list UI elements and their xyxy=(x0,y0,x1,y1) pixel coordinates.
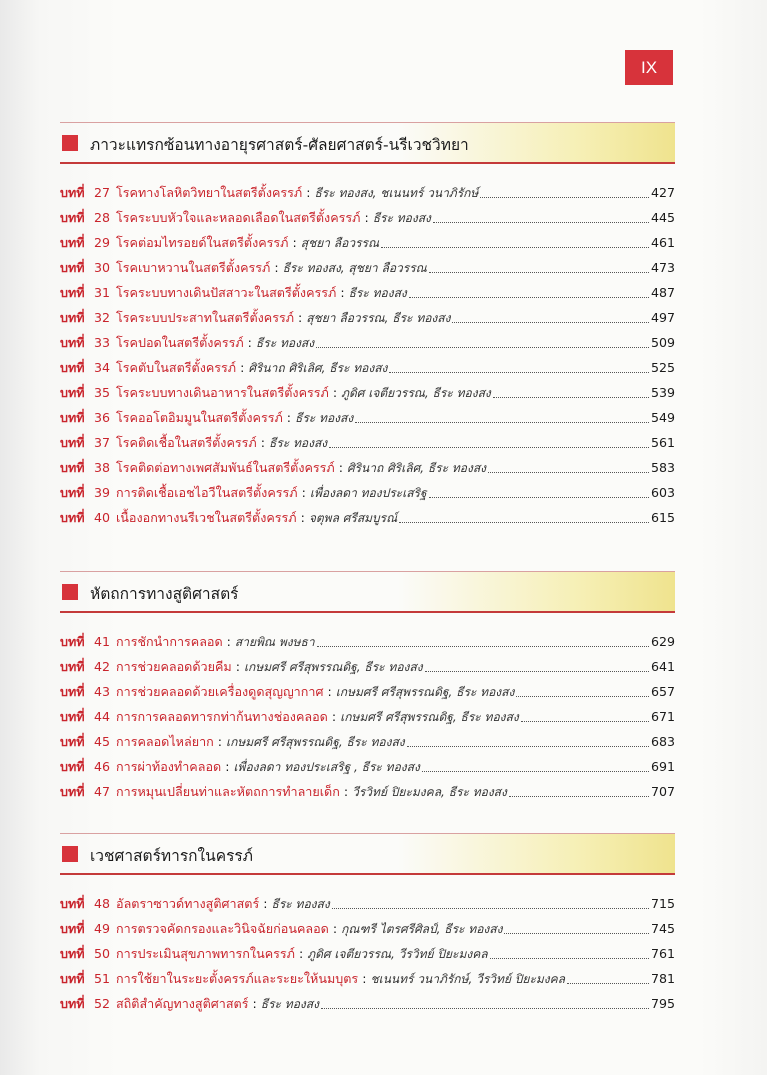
leader-dots xyxy=(399,513,649,523)
chapter-entry[interactable] xyxy=(60,280,675,305)
chapter-authors: ศิรินาถ ศิริเลิศ, ธีระ ทองสง xyxy=(346,461,487,475)
chapter-prefix: บทที่ xyxy=(60,360,85,375)
chapter-authors: ศิรินาถ ศิริเลิศ, ธีระ ทองสง xyxy=(248,361,388,375)
chapter-number: 32 xyxy=(94,310,111,325)
section-title: ภาวะแทรกซ้อนทางอายุรศาสตร์-ศัลยศาสตร์-นรีเวชวิทยา xyxy=(90,136,469,154)
chapter-page-number: 781 xyxy=(650,971,675,986)
chapter-title: การช่วยคลอดด้วยคีม xyxy=(116,659,232,674)
section-header xyxy=(60,833,675,875)
chapter-number: 42 xyxy=(94,659,111,674)
chapter-title: โรคทางโลหิตวิทยาในสตรีตั้งครรภ์ xyxy=(116,185,303,200)
leader-dots xyxy=(407,737,649,747)
chapter-authors: สุชยา ลือวรรณ xyxy=(300,236,380,250)
leader-dots xyxy=(493,388,649,398)
separator: : xyxy=(225,759,230,774)
toc-section xyxy=(60,122,675,530)
chapter-title: การชักนำการคลอด xyxy=(116,634,223,649)
chapter-page-number: 603 xyxy=(650,485,675,500)
chapter-authors: ธีระ ทองสง xyxy=(271,897,330,911)
chapter-page-number: 683 xyxy=(650,734,675,749)
chapter-page-number: 795 xyxy=(650,996,675,1011)
separator: : xyxy=(298,310,303,325)
chapter-title: การการคลอดทารกท่าก้นทางช่องคลอด xyxy=(116,709,328,724)
chapter-title: โรคปอดในสตรีตั้งครรภ์ xyxy=(116,335,244,350)
chapter-prefix: บทที่ xyxy=(60,784,85,799)
chapter-number: 51 xyxy=(94,971,111,986)
leader-dots xyxy=(504,924,648,934)
chapter-title: โรคติดเชื้อในสตรีตั้งครรภ์ xyxy=(116,435,257,450)
chapter-page-number: 539 xyxy=(650,385,675,400)
chapter-number: 40 xyxy=(94,510,111,525)
chapter-title: การประเมินสุขภาพทารกในครรภ์ xyxy=(116,946,295,961)
chapter-entry[interactable] xyxy=(60,380,675,405)
section-bullet-icon xyxy=(62,584,78,600)
chapter-number: 35 xyxy=(94,385,111,400)
chapter-prefix: บทที่ xyxy=(60,896,85,911)
chapter-page-number: 549 xyxy=(650,410,675,425)
chapter-number: 46 xyxy=(94,759,111,774)
chapter-authors: ธีระ ทองสง xyxy=(372,211,431,225)
chapter-prefix: บทที่ xyxy=(60,485,85,500)
separator: : xyxy=(362,971,367,986)
chapter-authors: เกษมศรี ศรีสุพรรณดิฐ, ธีระ ทองสง xyxy=(340,710,519,724)
chapter-number: 52 xyxy=(94,996,111,1011)
chapter-authors: วีรวิทย์ ปิยะมงคล, ธีระ ทองสง xyxy=(352,785,507,799)
chapter-number: 49 xyxy=(94,921,111,936)
chapter-page-number: 561 xyxy=(650,435,675,450)
separator: : xyxy=(240,360,245,375)
chapter-page-number: 473 xyxy=(650,260,675,275)
leader-dots xyxy=(422,762,649,772)
chapter-title: การคลอดไหล่ยาก xyxy=(116,734,214,749)
chapter-number: 45 xyxy=(94,734,111,749)
chapter-authors: ธีระ ทองสง xyxy=(268,436,328,450)
chapter-entry[interactable] xyxy=(60,305,675,330)
leader-dots xyxy=(490,949,649,959)
separator: : xyxy=(286,410,292,425)
chapter-authors: สุชยา ลือวรรณ, ธีระ ทองสง xyxy=(306,311,451,325)
chapter-prefix: บทที่ xyxy=(60,285,85,300)
chapter-authors: ชเนนทร์ วนาภิรักษ์, วีรวิทย์ ปิยะมงคล xyxy=(370,972,566,986)
chapter-entry[interactable] xyxy=(60,704,675,729)
chapter-prefix: บทที่ xyxy=(60,996,85,1011)
section-bullet-icon xyxy=(62,846,78,862)
separator: : xyxy=(301,485,306,500)
section-header xyxy=(60,122,675,164)
chapter-number: 27 xyxy=(94,185,111,200)
chapter-page-number: 629 xyxy=(650,634,675,649)
leader-dots xyxy=(317,637,649,647)
chapter-list xyxy=(60,180,675,530)
chapter-entry[interactable] xyxy=(60,405,675,430)
chapter-prefix: บทที่ xyxy=(60,510,85,525)
chapter-entry[interactable] xyxy=(60,916,675,941)
leader-dots xyxy=(332,899,649,909)
separator: : xyxy=(331,709,337,724)
separator: : xyxy=(263,896,268,911)
chapter-title: โรคระบบหัวใจและหลอดเลือดในสตรีตั้งครรภ์ xyxy=(116,210,361,225)
chapter-entry[interactable] xyxy=(60,505,675,530)
chapter-page-number: 761 xyxy=(650,946,675,961)
separator: : xyxy=(217,734,223,749)
section-title: เวชศาสตร์ทารกในครรภ์ xyxy=(90,847,253,865)
chapter-authors: เกษมศรี ศรีสุพรรณดิฐ, ธีระ ทองสง xyxy=(226,735,405,749)
leader-dots xyxy=(425,662,649,672)
chapter-number: 28 xyxy=(94,210,111,225)
chapter-entry[interactable] xyxy=(60,205,675,230)
chapter-list xyxy=(60,629,675,804)
chapter-entry[interactable] xyxy=(60,480,675,505)
chapter-entry[interactable] xyxy=(60,255,675,280)
chapter-entry[interactable] xyxy=(60,330,675,355)
chapter-title: โรคเบาหวานในสตรีตั้งครรภ์ xyxy=(116,260,271,275)
chapter-authors: กุณฑรี ไตรศรีศิลป์, ธีระ ทองสง xyxy=(341,922,503,936)
chapter-number: 50 xyxy=(94,946,111,961)
chapter-entry[interactable] xyxy=(60,679,675,704)
chapter-prefix: บทที่ xyxy=(60,435,85,450)
chapter-entry[interactable] xyxy=(60,966,675,991)
leader-dots xyxy=(488,463,649,473)
chapter-page-number: 525 xyxy=(650,360,675,375)
chapter-page-number: 707 xyxy=(650,784,675,799)
chapter-authors: จตุพล ศรีสมบูรณ์ xyxy=(308,511,398,525)
chapter-authors: ธีระ ทองสง xyxy=(260,997,319,1011)
chapter-number: 33 xyxy=(94,335,111,350)
chapter-page-number: 691 xyxy=(650,759,675,774)
chapter-prefix: บทที่ xyxy=(60,946,85,961)
leader-dots xyxy=(452,313,648,323)
section-header xyxy=(60,571,675,613)
separator: : xyxy=(338,460,343,475)
separator: : xyxy=(343,784,349,799)
chapter-page-number: 583 xyxy=(650,460,675,475)
chapter-entry[interactable] xyxy=(60,941,675,966)
separator: : xyxy=(300,510,305,525)
chapter-authors: ภูดิศ เจตียวรรณ, วีรวิทย์ ปิยะมงคล xyxy=(307,947,488,961)
chapter-title: โรคระบบทางเดินปัสสาวะในสตรีตั้งครรภ์ xyxy=(116,285,337,300)
chapter-prefix: บทที่ xyxy=(60,734,85,749)
chapter-authors: ภูดิศ เจตียวรรณ, ธีระ ทองสง xyxy=(341,386,491,400)
chapter-page-number: 615 xyxy=(650,510,675,525)
chapter-page-number: 487 xyxy=(650,285,675,300)
chapter-title: โรคต่อมไทรอยด์ในสตรีตั้งครรภ์ xyxy=(116,235,289,250)
separator: : xyxy=(260,435,265,450)
chapter-title: เนื้องอกทางนรีเวชในสตรีตั้งครรภ์ xyxy=(116,510,297,525)
section-bullet-icon xyxy=(62,135,78,151)
chapter-page-number: 509 xyxy=(650,335,675,350)
chapter-prefix: บทที่ xyxy=(60,634,85,649)
chapter-authors: ธีระ ทองสง, สุชยา ลือวรรณ xyxy=(282,261,427,275)
leader-dots xyxy=(429,263,649,273)
chapter-number: 29 xyxy=(94,235,111,250)
leader-dots xyxy=(516,687,649,697)
chapter-number: 31 xyxy=(94,285,111,300)
chapter-number: 30 xyxy=(94,260,111,275)
chapter-number: 44 xyxy=(94,709,111,724)
toc-section xyxy=(60,571,675,804)
separator: : xyxy=(332,385,338,400)
separator: : xyxy=(247,335,252,350)
separator: : xyxy=(274,260,279,275)
chapter-page-number: 427 xyxy=(650,185,675,200)
page-number-badge: IX xyxy=(625,50,673,85)
chapter-prefix: บทที่ xyxy=(60,385,85,400)
chapter-number: 37 xyxy=(94,435,111,450)
chapter-number: 38 xyxy=(94,460,111,475)
leader-dots xyxy=(381,238,649,248)
separator: : xyxy=(306,185,311,200)
chapter-number: 47 xyxy=(94,784,111,799)
separator: : xyxy=(235,659,240,674)
chapter-number: 39 xyxy=(94,485,111,500)
chapter-page-number: 461 xyxy=(650,235,675,250)
section-title: หัตถการทางสูติศาสตร์ xyxy=(90,585,239,603)
chapter-title: สถิติสำคัญทางสูติศาสตร์ xyxy=(116,996,249,1011)
chapter-title: อัลตราซาวด์ทางสูติศาสตร์ xyxy=(116,896,260,911)
separator: : xyxy=(332,921,338,936)
chapter-title: โรคระบบทางเดินอาหารในสตรีตั้งครรภ์ xyxy=(116,385,329,400)
chapter-title: การช่วยคลอดด้วยเครื่องดูดสุญญากาศ xyxy=(116,684,324,699)
leader-dots xyxy=(329,438,649,448)
chapter-page-number: 445 xyxy=(650,210,675,225)
leader-dots xyxy=(509,787,649,797)
chapter-number: 43 xyxy=(94,684,111,699)
chapter-prefix: บทที่ xyxy=(60,235,85,250)
chapter-prefix: บทที่ xyxy=(60,684,85,699)
chapter-title: โรคออโตอิมมูนในสตรีตั้งครรภ์ xyxy=(116,410,283,425)
chapter-prefix: บทที่ xyxy=(60,335,85,350)
chapter-entry[interactable] xyxy=(60,455,675,480)
chapter-authors: เพื่องลดา ทองประเสริฐ xyxy=(309,486,427,500)
chapter-number: 41 xyxy=(94,634,111,649)
chapter-prefix: บทที่ xyxy=(60,210,85,225)
chapter-title: การใช้ยาในระยะตั้งครรภ์และระยะให้นมบุตร xyxy=(116,971,359,986)
chapter-title: การหมุนเปลี่ยนท่าและหัตถการทำลายเด็ก xyxy=(116,784,340,799)
chapter-entry[interactable] xyxy=(60,230,675,255)
chapter-prefix: บทที่ xyxy=(60,310,85,325)
chapter-title: โรคระบบประสาทในสตรีตั้งครรภ์ xyxy=(116,310,295,325)
chapter-authors: เพื่องลดา ทองประเสริฐ , ธีระ ทองสง xyxy=(233,760,420,774)
separator: : xyxy=(364,210,369,225)
leader-dots xyxy=(521,712,649,722)
leader-dots xyxy=(321,999,649,1009)
chapter-page-number: 641 xyxy=(650,659,675,674)
chapter-prefix: บทที่ xyxy=(60,921,85,936)
chapter-number: 36 xyxy=(94,410,111,425)
chapter-entry[interactable] xyxy=(60,180,675,205)
chapter-page-number: 497 xyxy=(650,310,675,325)
chapter-prefix: บทที่ xyxy=(60,759,85,774)
chapter-page-number: 715 xyxy=(650,896,675,911)
chapter-number: 34 xyxy=(94,360,111,375)
toc-section xyxy=(60,833,675,1016)
chapter-list xyxy=(60,891,675,1016)
chapter-entry[interactable] xyxy=(60,729,675,754)
leader-dots xyxy=(355,413,649,423)
chapter-entry[interactable] xyxy=(60,779,675,804)
leader-dots xyxy=(429,488,649,498)
chapter-title: การติดเชื้อเอชไอวีในสตรีตั้งครรภ์ xyxy=(116,485,298,500)
chapter-authors: ธีระ ทองสง xyxy=(295,411,354,425)
chapter-prefix: บทที่ xyxy=(60,410,85,425)
chapter-prefix: บทที่ xyxy=(60,185,85,200)
chapter-entry[interactable] xyxy=(60,430,675,455)
separator: : xyxy=(252,996,257,1011)
leader-dots xyxy=(480,188,649,198)
chapter-number: 48 xyxy=(94,896,111,911)
leader-dots xyxy=(567,974,649,984)
chapter-entry[interactable] xyxy=(60,991,675,1016)
chapter-page-number: 745 xyxy=(650,921,675,936)
chapter-prefix: บทที่ xyxy=(60,659,85,674)
chapter-authors: สายพิณ พงษธา xyxy=(234,635,315,649)
chapter-authors: ธีระ ทองสง xyxy=(348,286,407,300)
chapter-authors: เกษมศรี ศรีสุพรรณดิฐ, ธีระ ทองสง xyxy=(243,660,423,674)
leader-dots xyxy=(409,288,649,298)
chapter-authors: เกษมศรี ศรีสุพรรณดิฐ, ธีระ ทองสง xyxy=(335,685,515,699)
chapter-entry[interactable] xyxy=(60,654,675,679)
chapter-page-number: 657 xyxy=(650,684,675,699)
chapter-title: การตรวจคัดกรองและวินิจฉัยก่อนคลอด xyxy=(116,921,329,936)
separator: : xyxy=(327,684,332,699)
chapter-prefix: บทที่ xyxy=(60,971,85,986)
chapter-title: การผ่าท้องทำคลอด xyxy=(116,759,222,774)
chapter-prefix: บทที่ xyxy=(60,709,85,724)
chapter-authors: ธีระ ทองสง xyxy=(255,336,315,350)
leader-dots xyxy=(316,338,649,348)
chapter-authors: ธีระ ทองสง, ชเนนทร์ วนาภิรักษ์ xyxy=(314,186,479,200)
chapter-prefix: บทที่ xyxy=(60,260,85,275)
separator: : xyxy=(292,235,297,250)
separator: : xyxy=(340,285,345,300)
separator: : xyxy=(226,634,231,649)
separator: : xyxy=(298,946,304,961)
chapter-entry[interactable] xyxy=(60,891,675,916)
chapter-title: โรคตับในสตรีตั้งครรภ์ xyxy=(116,360,237,375)
chapter-entry[interactable] xyxy=(60,629,675,654)
chapter-entry[interactable] xyxy=(60,355,675,380)
chapter-page-number: 671 xyxy=(650,709,675,724)
chapter-title: โรคติดต่อทางเพศสัมพันธ์ในสตรีตั้งครรภ์ xyxy=(116,460,335,475)
leader-dots xyxy=(389,363,649,373)
leader-dots xyxy=(433,213,649,223)
chapter-entry[interactable] xyxy=(60,754,675,779)
chapter-prefix: บทที่ xyxy=(60,460,85,475)
